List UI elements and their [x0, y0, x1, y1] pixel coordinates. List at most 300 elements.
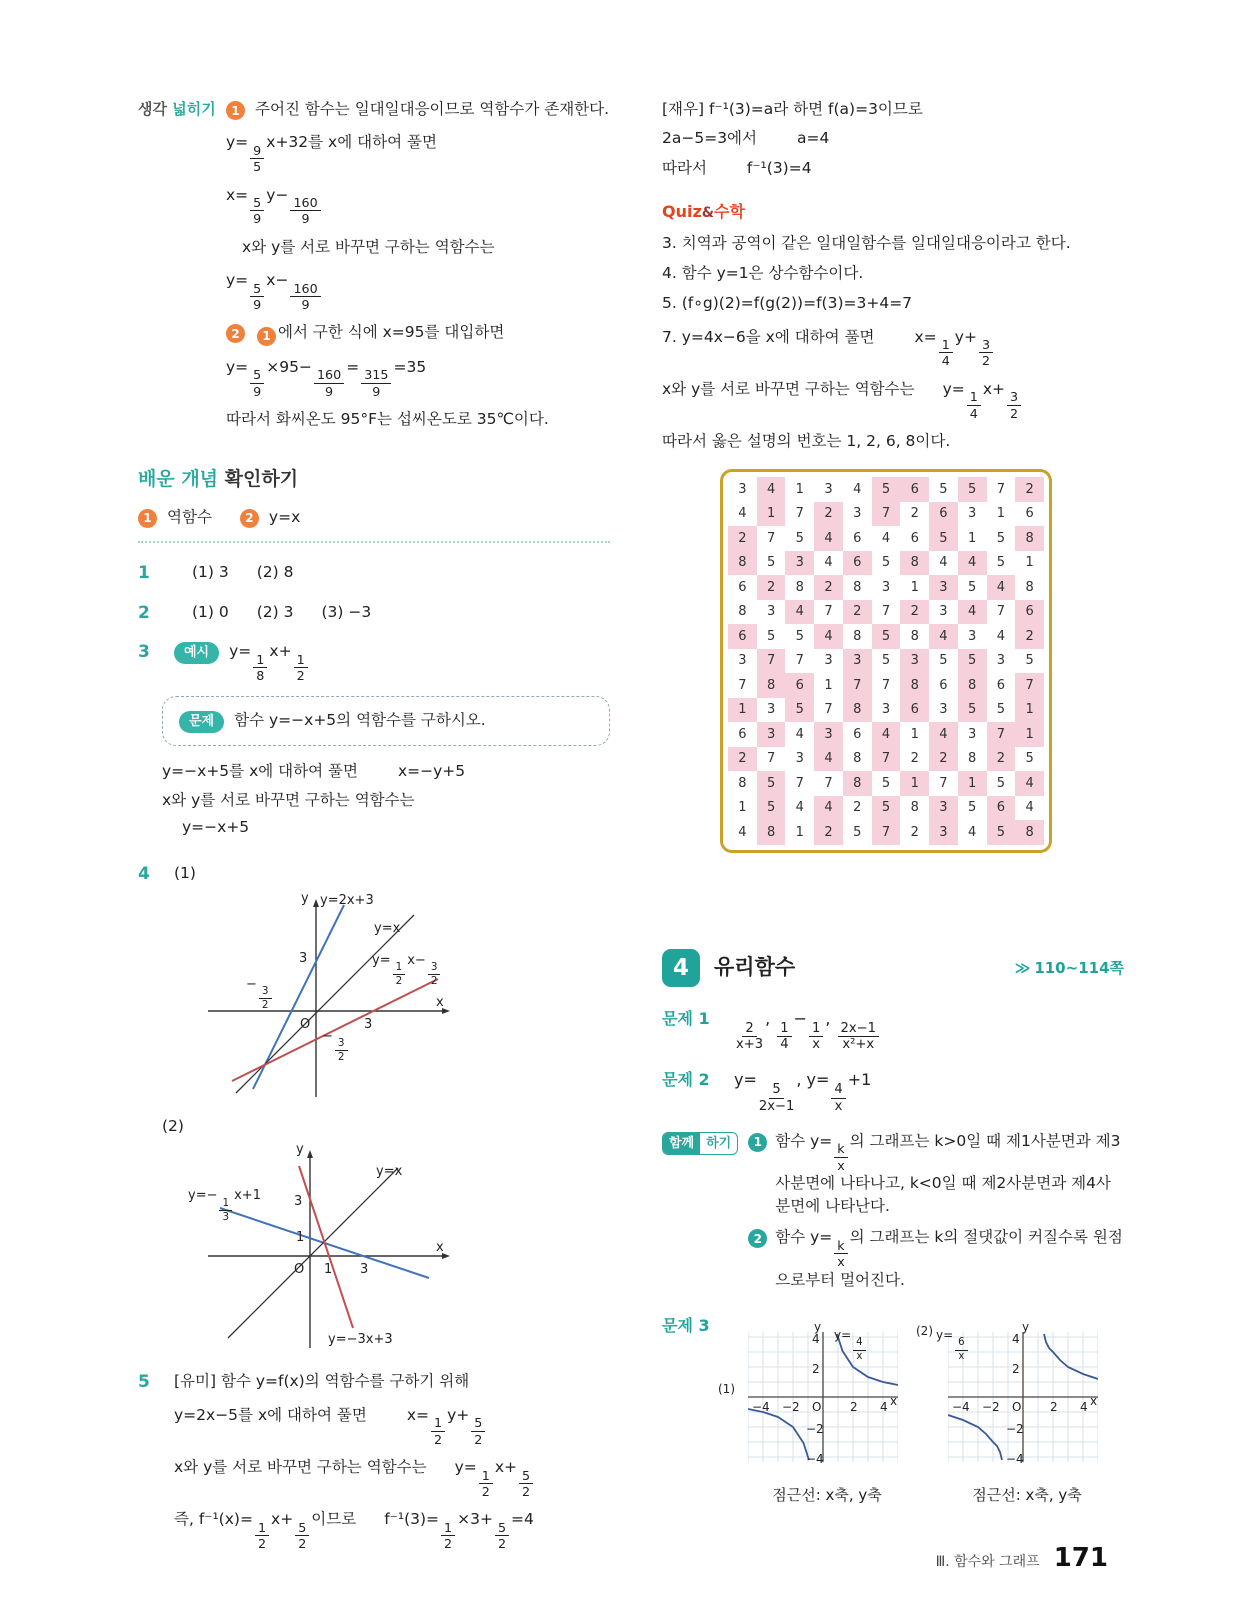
- grid-cell: 4: [996, 628, 1006, 644]
- grid-cell: 4: [853, 481, 862, 497]
- grid-cell: 4: [881, 530, 891, 546]
- grid-cell: 4: [824, 555, 833, 571]
- think-body: [226, 98, 610, 431]
- grid-cell: 7: [824, 775, 833, 791]
- grid-cell: 3: [968, 506, 977, 522]
- grid-cell: 5: [757, 796, 786, 821]
- grid-cell: 2: [1015, 624, 1044, 649]
- together-steps: [748, 1130, 1124, 1300]
- grid-cell: 7: [766, 530, 776, 546]
- graph-p3-2: [916, 1319, 1120, 1474]
- problem-badge: 문제: [179, 711, 224, 733]
- y-tick-3: 3: [294, 1194, 303, 1210]
- section-page-range: [1015, 957, 1124, 980]
- grid-cell: 2: [900, 600, 929, 625]
- formula-line: $\frac{2}{x+3}$ , $\frac{1}{4}$ − $\frac{1}{x}$ , $\frac{2x-1}{\text{x²+x}}$: [734, 1007, 881, 1052]
- answer-1: [138, 561, 610, 587]
- grid-cell: 5: [996, 702, 1006, 718]
- grid-cell: 1: [958, 771, 987, 796]
- grid-cell: 3: [843, 649, 872, 674]
- problem-box: [162, 696, 610, 746]
- think-expand-label: [138, 98, 220, 431]
- text-line: 주어진 함수는 일대일대응이므로 역함수가 존재한다.: [255, 100, 610, 118]
- asymptote-text: 점근선: x축, y축: [772, 1485, 882, 1504]
- y-tick-neg32: − $\frac{3}{2}$: [322, 1027, 350, 1063]
- grid-cell: 7: [996, 481, 1006, 497]
- grid-cell: 2: [757, 575, 786, 600]
- quiz-item: [662, 378, 1124, 420]
- grid-cell: 3: [785, 551, 814, 576]
- grid-cell: 6: [900, 477, 929, 502]
- grid-cell: 7: [843, 673, 872, 698]
- grid-cell: 5: [996, 530, 1006, 546]
- formula-line: y= $\frac{5}{2x-1}$ , y= $\frac{4}{x}$ +1: [734, 1070, 872, 1114]
- think-expand-section: [138, 98, 610, 431]
- grid-cell: 5: [795, 628, 804, 644]
- x-tick: −4: [952, 1399, 970, 1414]
- quiz-item: 3. 치역과 공역이 같은 일대일함수를 일대일대응이라고 한다.: [662, 233, 1071, 252]
- grid-cell: 2: [1015, 477, 1044, 502]
- grid-cell: 1: [900, 771, 929, 796]
- grid-cell: 3: [766, 604, 776, 620]
- grid-cell: 5: [958, 698, 987, 723]
- grid-cell: 3: [939, 702, 948, 718]
- step-text: 함수 y= $\frac{k}{x}$ 의 그래프는 k의 절댓값이 커질수록 원점으로부터 멀어진다.: [775, 1228, 1123, 1289]
- grid-cell: 1: [910, 579, 919, 595]
- grid-cell: 4: [814, 526, 843, 551]
- grid-cell: 6: [900, 698, 929, 723]
- grid-cell: 6: [987, 796, 1016, 821]
- solution-line: [174, 1456, 535, 1498]
- red-line-label: y= $\frac{1}{2}$ x− $\frac{3}{2}$: [372, 951, 442, 987]
- answer-5-body: [174, 1370, 535, 1560]
- section-number-badge: 4: [662, 949, 700, 987]
- blue-line-label: y=− $\frac{1}{3}$ x+1: [188, 1188, 261, 1223]
- answer-5: [138, 1370, 610, 1560]
- x-tick-neg32: − $\frac{3}{2}$: [246, 975, 274, 1011]
- y-tick: 4: [1012, 1331, 1020, 1346]
- fraction: $\frac{1}{4}$: [967, 390, 981, 420]
- grid-cell: 4: [968, 824, 977, 840]
- graph-p3-1-block: [718, 1319, 920, 1507]
- fraction: $\frac{2x-1}{\text{x²+x}}$: [838, 1022, 879, 1053]
- grid-cell: 8: [738, 775, 747, 791]
- grid-cell: 3: [824, 481, 833, 497]
- formula-line: x= $\frac{1}{2}$ y+ $\frac{5}{2}$: [407, 1404, 488, 1446]
- text-line: 따라서 화씨온도 95°F는 섭씨온도로 35℃이다.: [226, 410, 549, 429]
- grid-cell: 7: [872, 502, 901, 527]
- grid-cell: 8: [757, 673, 786, 698]
- grid-cell: 3: [929, 575, 958, 600]
- heading-accent: 배운 개념: [138, 468, 219, 491]
- fraction: $\frac{3}{2}$: [335, 1038, 348, 1063]
- x-tick: −2: [782, 1399, 800, 1414]
- grid-cell: 5: [968, 800, 977, 816]
- x-tick: 4: [1080, 1399, 1088, 1414]
- x-tick-1: 1: [324, 1262, 333, 1278]
- grid-cell: 6: [738, 579, 747, 595]
- grid-cell: 2: [728, 747, 757, 772]
- grid-cell: 2: [910, 506, 919, 522]
- grid-cell: 6: [1025, 506, 1034, 522]
- fraction: $\frac{1}{x}$: [809, 1022, 823, 1053]
- grid-cell: 3: [881, 702, 891, 718]
- grid-cell: 4: [929, 624, 958, 649]
- grid-cell: 7: [757, 649, 786, 674]
- grid-cell: 4: [872, 722, 901, 747]
- formula-line: f⁻¹(3)= $\frac{1}{2}$ ×3+ $\frac{5}{2}$ =4: [384, 1510, 534, 1552]
- y-axis-label: y: [301, 891, 309, 907]
- item-number: 4: [138, 863, 150, 884]
- fraction: $\frac{5}{9}$: [250, 368, 264, 398]
- grid-cell: 5: [881, 555, 891, 571]
- grid-cell: 7: [872, 820, 901, 845]
- grid-cell: 3: [814, 722, 843, 747]
- y-tick-3: 3: [299, 951, 308, 967]
- fraction: $\frac{5}{2}$: [519, 1469, 533, 1499]
- grid-cell: 7: [872, 747, 901, 772]
- text-fragment: x와 y를 서로 바꾸면 구하는 역함수는: [662, 379, 915, 398]
- grid-cell: 5: [795, 530, 804, 546]
- problem-3-answer: [662, 1314, 1124, 1507]
- concept-2-badge: 2: [240, 509, 259, 528]
- grid-cell: 1: [1015, 698, 1044, 723]
- graph-4-2-svg: [198, 1144, 458, 1356]
- fraction: $\frac{1}{3}$: [219, 1198, 232, 1223]
- fraction: $\frac{2}{x+3}$: [736, 1020, 764, 1053]
- grid-cell: 7: [824, 604, 833, 620]
- grid-cell: 4: [785, 600, 814, 625]
- footer-page-number: 171: [1053, 1543, 1108, 1573]
- sub-label: (1): [174, 863, 196, 882]
- grid-cell: 5: [929, 526, 958, 551]
- solution-line: [174, 1508, 535, 1550]
- problem-1-answer: [662, 1007, 1124, 1052]
- x-axis-label: x: [436, 995, 444, 1011]
- answer-part: (1) 0: [192, 602, 229, 621]
- together-badge: [662, 1132, 738, 1156]
- grid-cell: 3: [996, 653, 1006, 669]
- y-tick: −2: [1006, 1421, 1024, 1436]
- x-axis-label: x: [436, 1240, 444, 1256]
- grid-cell: 8: [853, 751, 862, 767]
- red-line-label: y=−3x+3: [328, 1332, 393, 1348]
- grid-cell: 1: [795, 481, 804, 497]
- learned-concepts-heading: [138, 465, 610, 494]
- problem-text: 함수 y=−x+5의 역함수를 구하시오.: [234, 711, 486, 730]
- grid-cell: 3: [900, 649, 929, 674]
- grid-cell: 2: [987, 747, 1016, 772]
- x-axis-label: x: [1090, 1393, 1098, 1408]
- fraction: $\frac{5}{2}$: [295, 1521, 309, 1551]
- item-number: 1: [138, 563, 150, 584]
- formula-line: x= $\frac{1}{4}$ y+ $\frac{3}{2}$: [915, 326, 996, 368]
- grid-cell: 8: [1015, 820, 1044, 845]
- formula-line: y= $\frac{5}{9}$ x− $\frac{160}{9}$: [226, 269, 610, 311]
- step-2-badge: 2: [748, 1229, 767, 1248]
- grid-cell: 8: [968, 751, 977, 767]
- quiz-conclusion: 따라서 옳은 설명의 번호는 1, 2, 6, 8이다.: [662, 432, 951, 451]
- grid-cell: 5: [872, 624, 901, 649]
- grid-cell: 1: [757, 502, 786, 527]
- x-tick: −4: [752, 1399, 770, 1414]
- fraction: $\frac{1}{2}$: [294, 653, 308, 683]
- together-badge-left: 함께: [663, 1133, 700, 1155]
- x-tick: −2: [982, 1399, 1000, 1414]
- grid-cell: 1: [738, 800, 747, 816]
- answer-2: [138, 601, 610, 627]
- grid-cell: 1: [1025, 555, 1034, 571]
- grid-cell: 3: [929, 820, 958, 845]
- fraction: $\frac{5}{2}$: [495, 1521, 509, 1551]
- section-title: 유리함수: [714, 955, 796, 980]
- fraction: $\frac{1}{8}$: [253, 653, 267, 683]
- origin-label: O: [812, 1399, 822, 1414]
- fraction: $\frac{315}{9}$: [361, 368, 391, 398]
- solution-line: [662, 127, 1124, 150]
- think-step2: [226, 321, 610, 346]
- grid-cell: 5: [785, 698, 814, 723]
- fraction: $\frac{k}{x}$: [834, 1239, 847, 1269]
- x-axis-label: x: [890, 1393, 898, 1408]
- concept-1: [138, 506, 212, 529]
- grid-cell: 5: [996, 555, 1006, 571]
- solution-line: [174, 1404, 535, 1446]
- fraction: $\frac{5}{2}$: [471, 1416, 485, 1446]
- grid-cell: 7: [1015, 673, 1044, 698]
- answer-4: [138, 862, 610, 888]
- grid-cell: 7: [987, 722, 1016, 747]
- grid-cell: 5: [958, 477, 987, 502]
- grid-cell: 1: [996, 506, 1006, 522]
- text-line: [255, 321, 504, 346]
- x-tick: 2: [1050, 1399, 1058, 1414]
- jaewoo-solution: [662, 98, 1124, 180]
- grid-cell: 2: [814, 820, 843, 845]
- grid-cell: 1: [910, 726, 919, 742]
- concept-2-text: y=x: [268, 507, 301, 526]
- asymptote-text: 점근선: x축, y축: [972, 1485, 1082, 1504]
- page-footer: [936, 1539, 1108, 1578]
- y-tick: −4: [1006, 1451, 1024, 1466]
- problem-1-label: 문제 1: [662, 1008, 710, 1028]
- sub-label: (2): [916, 1323, 933, 1338]
- grid-cell: 4: [738, 824, 747, 840]
- formula-line: y= $\frac{1}{2}$ x+ $\frac{5}{2}$: [455, 1456, 536, 1498]
- think-step1: [226, 98, 610, 121]
- grid-cell: 3: [929, 796, 958, 821]
- formula-line: y= $\frac{1}{8}$ x+ $\frac{1}{2}$: [229, 640, 310, 682]
- grid-cell: 4: [795, 800, 804, 816]
- grid-cell: 5: [939, 481, 948, 497]
- grid-cell: 4: [814, 624, 843, 649]
- quiz-item: [662, 326, 1124, 368]
- text-fragment: 2a−5=3에서: [662, 129, 758, 148]
- grid-cell: 6: [853, 530, 862, 546]
- text-line: [재우] f⁻¹(3)=a라 하면 f(a)=3이므로: [662, 100, 923, 118]
- grid-cell: 5: [996, 775, 1006, 791]
- y-axis-label: y: [1022, 1319, 1030, 1334]
- formula-line: x= $\frac{5}{9}$ y− $\frac{160}{9}$: [226, 184, 610, 226]
- grid-cell: 5: [939, 653, 948, 669]
- grid-cell: 8: [843, 771, 872, 796]
- expand-label-text: 넓히기: [172, 100, 216, 118]
- grid-cell: 3: [939, 604, 948, 620]
- grid-cell: 5: [1025, 653, 1034, 669]
- grid-cell: 5: [881, 775, 891, 791]
- text-line: x와 y를 서로 바꾸면 구하는 역함수는: [162, 791, 415, 810]
- formula-line: 즉, f⁻¹(x)= $\frac{1}{2}$ x+ $\frac{5}{2}$ 이므로: [174, 1510, 357, 1552]
- graph-p3-1-svg: [748, 1332, 898, 1462]
- example-badge: 예시: [174, 642, 219, 664]
- grid-cell: 5: [766, 555, 776, 571]
- x-tick: 2: [850, 1399, 858, 1414]
- problem-3-label: 문제 3: [662, 1315, 710, 1335]
- formula-line: f⁻¹(3)=4: [746, 158, 812, 177]
- step-1-badge: 1: [748, 1133, 767, 1152]
- text-line: [유미] 함수 y=f(x)의 역함수를 구하기 위해: [174, 1372, 470, 1391]
- text-fragment: y=2x−5를 x에 대하여 풀면: [174, 1405, 367, 1424]
- step-1-badge: 1: [226, 101, 245, 120]
- fraction: $\frac{3}{2}$: [1007, 390, 1021, 420]
- answer-part: (2) 8: [256, 563, 294, 582]
- formula-line: a=4: [797, 129, 830, 148]
- x-tick-3: 3: [360, 1262, 369, 1278]
- sub-label: (2): [162, 1117, 184, 1136]
- graph-p3-1: [718, 1319, 920, 1474]
- grid-cell: 4: [814, 747, 843, 772]
- grid-cell: 7: [766, 751, 776, 767]
- together-step-1: [748, 1130, 1124, 1219]
- grid-cell: 7: [795, 506, 804, 522]
- together-step-2: [748, 1226, 1124, 1292]
- formula-line: y= $\frac{1}{4}$ x+ $\frac{3}{2}$: [943, 378, 1024, 420]
- grid-cell: 8: [910, 628, 919, 644]
- grid-cell: 3: [881, 579, 891, 595]
- fraction: $\frac{160}{9}$: [314, 368, 344, 398]
- text-line: x와 y를 서로 바꾸면 구하는 역함수는: [242, 237, 495, 256]
- step-1-ref-badge: 1: [257, 327, 276, 346]
- page-range-text: 110~114쪽: [1034, 958, 1124, 977]
- problem-2-label: 문제 2: [662, 1070, 710, 1090]
- graph-p3-2-block: [916, 1319, 1120, 1507]
- footer-chapter: Ⅲ. 함수와 그래프: [935, 1554, 1040, 1570]
- grid-cell: 5: [872, 477, 901, 502]
- answer-part: (1) 3: [192, 563, 229, 582]
- fraction: $\frac{1}{2}$: [393, 962, 406, 987]
- grid-cell: 2: [814, 502, 843, 527]
- grid-cell: 8: [738, 604, 747, 620]
- fraction: $\frac{6}{x}$: [955, 1338, 967, 1362]
- problem-2-answer: [662, 1068, 1124, 1113]
- x-tick-3: 3: [364, 1017, 373, 1033]
- grid-cell: 5: [872, 796, 901, 821]
- grid-cell: 7: [996, 604, 1006, 620]
- grid-cell: 6: [1015, 600, 1044, 625]
- grid-cell: 6: [843, 551, 872, 576]
- origin-label: O: [1012, 1399, 1022, 1414]
- quiz-ampersand: &: [701, 204, 715, 221]
- text-fragment: x와 y를 서로 바꾸면 구하는 역함수는: [174, 1457, 427, 1476]
- y-axis-label: y: [296, 1142, 304, 1158]
- grid-cell: 5: [881, 653, 891, 669]
- text-line: y=−x+5를 x에 대하여 풀면: [162, 761, 358, 780]
- grid-cell: 6: [853, 726, 862, 742]
- grid-cell: 5: [766, 628, 776, 644]
- number-puzzle-grid: [720, 469, 1052, 853]
- grid-cell: 6: [910, 530, 919, 546]
- grid-cell: 4: [1015, 771, 1044, 796]
- diagonal-line-label: y=x: [376, 1164, 403, 1180]
- grid-cell: 8: [853, 579, 862, 595]
- grid-cell: 3: [968, 628, 977, 644]
- grid-cell: 7: [738, 677, 747, 693]
- solution-line: [162, 760, 610, 783]
- left-column: [138, 98, 610, 1567]
- grid-cell: 7: [795, 775, 804, 791]
- fraction: $\frac{9}{5}$: [250, 144, 264, 174]
- grid-cell: 1: [968, 530, 977, 546]
- diagonal-line-label: y=x: [374, 921, 401, 937]
- curve-label: y= $\frac{6}{x}$: [936, 1326, 970, 1363]
- formula-line: y= $\frac{5}{9}$ ×95− $\frac{160}{9}$ = $\frac{315}{9}$ =35: [226, 357, 427, 399]
- origin-label: O: [294, 1262, 305, 1278]
- grid-cell: 7: [795, 653, 804, 669]
- heading-rest: 확인하기: [218, 468, 299, 491]
- grid-cell: 5: [757, 771, 786, 796]
- fraction: $\frac{k}{x}$: [834, 1142, 847, 1172]
- grid-cell: 6: [996, 677, 1006, 693]
- grid-cell: 3: [968, 726, 977, 742]
- item-number: 2: [138, 602, 150, 623]
- grid-cell: 6: [728, 624, 757, 649]
- quiz-heading: [662, 200, 1124, 224]
- fraction: $\frac{1}{4}$: [777, 1022, 791, 1053]
- answer-part: (2) 3: [256, 602, 294, 621]
- x-tick: 4: [880, 1399, 888, 1414]
- fraction: $\frac{1}{2}$: [479, 1469, 493, 1499]
- grid-cell: 4: [1025, 800, 1034, 816]
- text-fragment: 에서 구한 식에 x=95를 대입하면: [278, 323, 505, 342]
- grid-cell: 4: [814, 796, 843, 821]
- problem-3-graphs: [718, 1319, 1120, 1507]
- fraction: $\frac{160}{9}$: [290, 196, 320, 226]
- grid-cell: 5: [853, 824, 862, 840]
- page-body: [138, 98, 1124, 1567]
- grid-cell: 8: [728, 551, 757, 576]
- solution-line: [662, 157, 1124, 180]
- chevron-icon: ≫: [1014, 958, 1031, 977]
- grid-cell: 3: [738, 481, 747, 497]
- item-number: 5: [138, 1372, 150, 1393]
- grid-cell: 8: [843, 698, 872, 723]
- text-fragment: 따라서: [662, 158, 707, 177]
- grid-cell: 8: [900, 551, 929, 576]
- fraction: $\frac{3}{2}$: [259, 986, 272, 1011]
- together-badge-right: 하기: [706, 1135, 732, 1151]
- quiz-label: Quiz: [662, 201, 702, 221]
- origin-label: O: [300, 1017, 311, 1033]
- grid-cell: 4: [939, 555, 948, 571]
- grid-cell: 7: [824, 702, 833, 718]
- y-tick: 2: [812, 1361, 820, 1376]
- graph-4-1: [198, 893, 458, 1105]
- y-tick-1: 1: [296, 1230, 305, 1246]
- grid-cell: 6: [738, 726, 747, 742]
- fraction: $\frac{1}{2}$: [255, 1521, 269, 1551]
- grid-cell: 5: [958, 649, 987, 674]
- graph-4-1-svg: [198, 893, 458, 1105]
